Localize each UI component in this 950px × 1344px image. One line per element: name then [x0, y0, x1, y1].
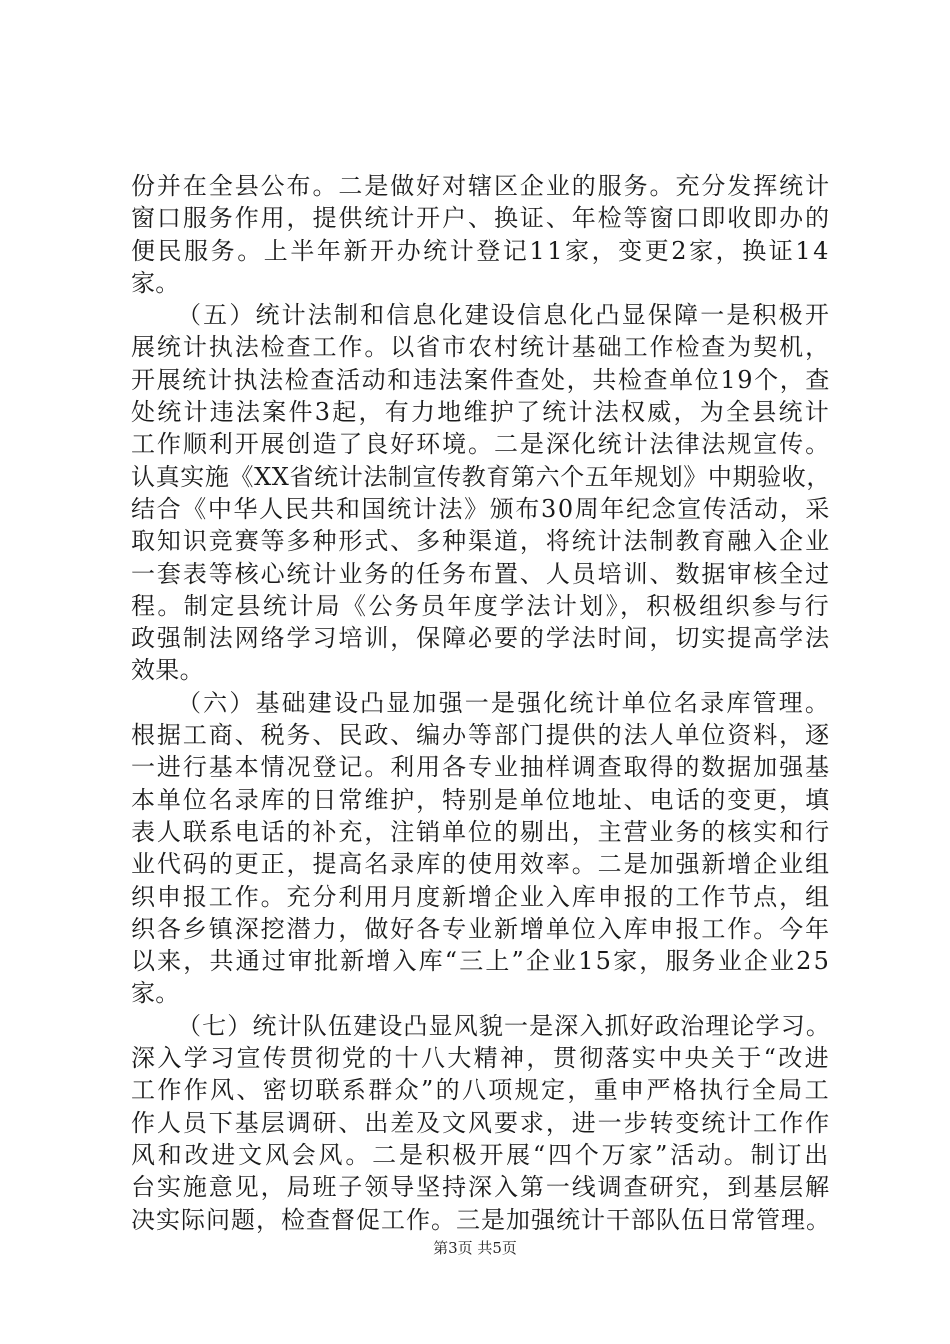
text-line: 家。 [131, 268, 180, 297]
text-line: 便民服务。上半年新开办统计登记11家，变更2家，换证14 [131, 236, 831, 265]
text-line: 本单位名录库的日常维护，特别是单位地址、电话的变更，填 [131, 785, 831, 814]
text-line: 织各乡镇深挖潜力，做好各专业新增单位入库申报工作。今年 [131, 914, 831, 943]
paragraph-start-line: （五）统计法制和信息化建设信息化凸显保障一是积极开 [177, 301, 831, 330]
text-line: 表人联系电话的补充，注销单位的剔出，主营业务的核实和行 [131, 817, 831, 846]
text-line: 一进行基本情况登记。利用各专业抽样调查取得的数据加强基 [131, 753, 831, 782]
text-line: 份并在全县公布。二是做好对辖区企业的服务。充分发挥统计 [131, 172, 831, 200]
page-footer [0, 1238, 950, 1258]
text-line: 深入学习宣传贯彻党的十八大精神，贯彻落实中央关于“改进 [131, 1044, 831, 1073]
text-line: 取知识竞赛等多种形式、多种渠道，将统计法制教育融入企业 [131, 527, 831, 556]
text-line: 程。制定县统计局《公务员年度学法计划》，积极组织参与行 [131, 591, 831, 620]
text-line: 织申报工作。充分利用月度新增企业入库申报的工作节点，组 [131, 882, 831, 911]
text-line: 开展统计执法检查活动和违法案件查处，共检查单位19个，查 [131, 365, 831, 394]
text-line: 以来，共通过审批新增入库“三上”企业15家，服务业企业25 [131, 947, 831, 976]
text-line: 政强制法网络学习培训，保障必要的学法时间，切实提高学法 [131, 624, 831, 653]
text-line: 认真实施《XX省统计法制宣传教育第六个五年规划》中期验收， [131, 462, 831, 491]
text-line: 作人员下基层调研、出差及文风要求，进一步转变统计工作作 [131, 1108, 831, 1137]
text-line: 台实施意见，局班子领导坚持深入第一线调查研究，到基层解 [131, 1173, 831, 1202]
text-line: 根据工商、税务、民政、编办等部门提供的法人单位资料，逐 [131, 721, 831, 750]
text-line: 工作顺利开展创造了良好环境。二是深化统计法律法规宣传。 [131, 430, 831, 459]
text-line: 工作作风、密切联系群众”的八项规定，重申严格执行全局工 [131, 1076, 831, 1105]
text-line: 家。 [131, 979, 180, 1008]
page-number: 第3页 共5页 [433, 1239, 517, 1257]
text-line: 一套表等核心统计业务的任务布置、人员培训、数据审核全过 [131, 559, 831, 588]
text-line: 业代码的更正，提高名录库的使用效率。二是加强新增企业组 [131, 850, 831, 879]
text-line: 展统计执法检查工作。以省市农村统计基础工作检查为契机， [131, 333, 831, 362]
text-line: 窗口服务作用，提供统计开户、换证、年检等窗口即收即办的 [131, 204, 831, 233]
text-line: 风和改进文风会风。二是积极开展“四个万家”活动。制订出 [131, 1140, 831, 1169]
text-line: 结合《中华人民共和国统计法》颁布30周年纪念宣传活动，采 [131, 494, 831, 523]
paragraph-start-line: （六）基础建设凸显加强一是强化统计单位名录库管理。 [177, 688, 831, 717]
text-line: 决实际问题，检查督促工作。三是加强统计干部队伍日常管理。 [131, 1205, 831, 1234]
text-line: 效果。 [131, 656, 204, 685]
text-line: 处统计违法案件3起，有力地维护了统计法权威，为全县统计 [131, 398, 831, 427]
document-body [131, 170, 831, 1236]
paragraph-start-line: （七）统计队伍建设凸显风貌一是深入抓好政治理论学习。 [177, 1011, 831, 1040]
